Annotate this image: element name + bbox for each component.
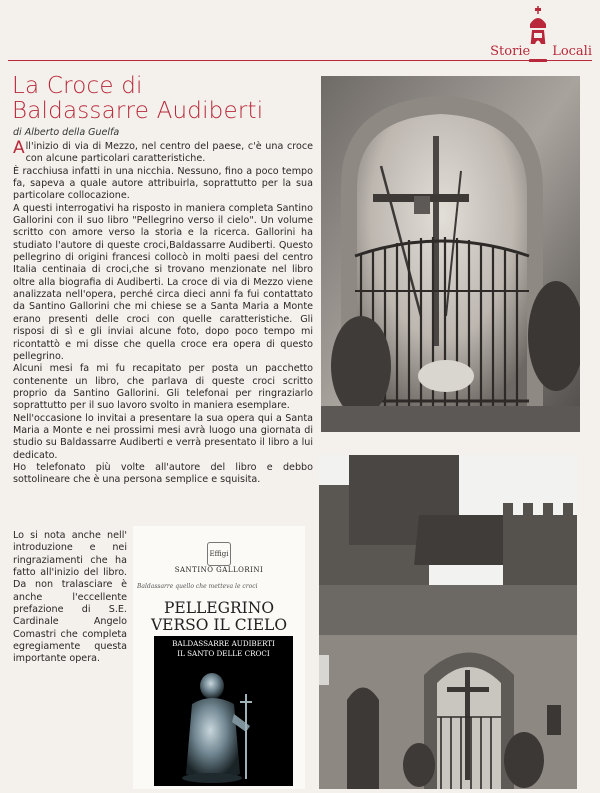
book-cover-image xyxy=(133,526,305,789)
paragraph-3: A questi interrogativi ha risposto in maniera completa Santino Gallorini con il suo libro "Pellegrino verso il cielo". Un volume scritto con amore verso la storia e la ricerca. Gallorini ha studiato l'autore di queste croci,Baldassarre Audiberti. Questo pellegrino di origini francesi collocò in molti paesi del centro Italia centinaia di croci,che si trovano menzionate nel libro oltre alla biografia di Audiberti. La croce di via di Mezzo viene analizzata nell'opera, perché circa dieci anni fa fui contattato da Santino Gallorini che mi chiese se a Santa Maria a Monte erano presenti delle croci con quelle caratteristiche. Gli risposi di sì e gli inviai alcune foto, dopo poco tempo mi ricontattò e mi disse che quella croce era opera di questo pellegrino. xyxy=(13,202,313,362)
paragraph-6: Ho telefonato più volte all'autore del libro e debbo sottolineare che è una persona semplice e squisita. xyxy=(13,461,313,486)
brand-right: Locali xyxy=(552,44,592,59)
paragraph-4: Alcuni mesi fa mi fu recapitato per posta un pacchetto contenente un libro, che parlava di queste croci scritto proprio da Santino Gallorini. Gli telefonai per ringraziarlo soprattutto per il suo lavoro svolto in maniera esemplare. xyxy=(13,363,313,412)
brand-left: Storie xyxy=(490,44,531,59)
photo-church-facade xyxy=(319,455,577,789)
byline: di Alberto della Guelfa xyxy=(13,127,120,138)
book-title xyxy=(133,600,305,634)
article-body-narrow xyxy=(13,530,127,666)
book-title-line-1: PELLEGRINO xyxy=(163,599,275,617)
paragraph-7: Lo si nota anche nell' introduzione e nei ringraziamenti che ha fatto all'inizio del libro. Da non tralasciare è anche l'eccellente prefazione di S.E. Cardinale Angelo Comastri che completa egregiamente questa importante opera. xyxy=(13,530,127,665)
title-line-1: La Croce di xyxy=(12,73,143,99)
article-body xyxy=(13,138,313,487)
publisher-logo: Effigi xyxy=(207,542,231,566)
page-header xyxy=(0,0,600,72)
book-author: SANTINO GALLORINI xyxy=(174,566,264,574)
paragraph-2: È racchiusa infatti in una nicchia. Nessuno, fino a poco tempo fa, sapeva a quale autore attribuirla, soprattutto per la sua particolare collocazione. xyxy=(13,165,313,202)
book-subtitle-line-1: BALDASSARRE AUDIBERTI xyxy=(172,639,275,648)
pilgrim-figure xyxy=(154,664,293,786)
paragraph-5: Nell'occasione lo invitai a presentare la sua opera qui a Santa Maria a Monte e nei prossimi mesi avrà luogo una giornata di studio su Baldassarre Audiberti e verrà presentato il libro a lui dedicato. xyxy=(13,412,313,461)
church-facade-photo xyxy=(319,455,577,789)
article-title xyxy=(12,74,263,124)
book-subtitle xyxy=(154,639,293,659)
title-line-2: Baldassarre Audiberti xyxy=(12,98,264,124)
book-cover-art xyxy=(154,636,293,786)
photo-cross-niche xyxy=(321,76,580,432)
paragraph-1-text: ll'inizio di via di Mezzo, nel centro del paese, c'è una croce con alcune particolari caratteristiche. xyxy=(25,141,313,165)
header-rule xyxy=(8,60,592,61)
book-dedication: Baldassarre quello che metteva le croci xyxy=(137,583,258,590)
book-subtitle-line-2: IL SANTO DELLE CROCI xyxy=(177,649,270,658)
paragraph-1 xyxy=(13,138,313,166)
drop-cap: A xyxy=(13,138,25,158)
section-brand xyxy=(488,44,594,59)
cross-niche-photo xyxy=(321,76,580,432)
book-title-line-2: VERSO IL CIELO xyxy=(150,616,288,634)
